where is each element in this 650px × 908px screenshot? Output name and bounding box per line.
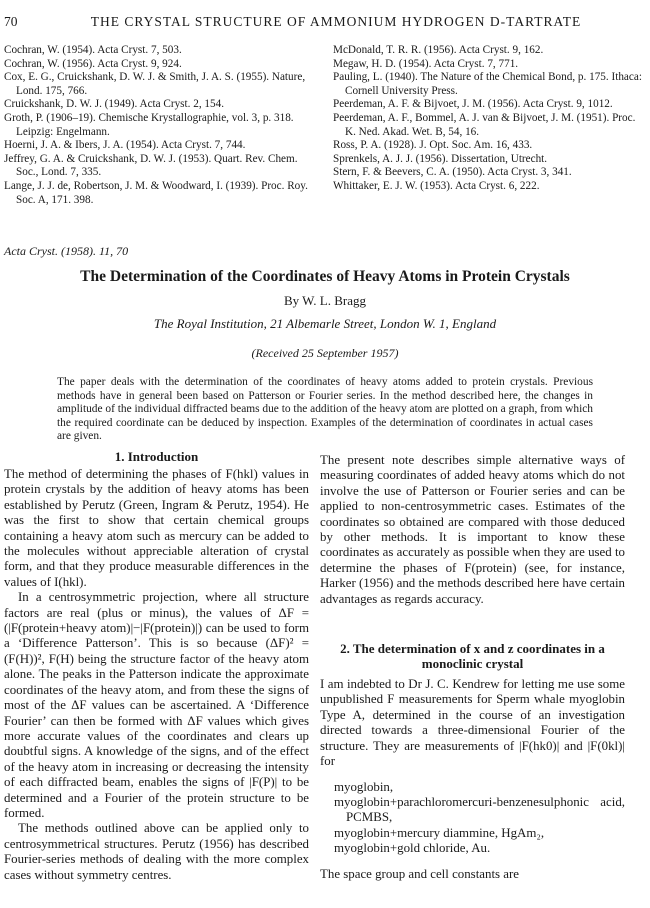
- paragraph: The methods outlined above can be applied only to centrosymmetrical structures. Perutz (1956) has described Fourier-series methods of dealing with the more complex cases without symmetry centres.: [4, 821, 309, 882]
- reference: Ross, P. A. (1928). J. Opt. Soc. Am. 16, 433.: [333, 139, 533, 152]
- reference: Peerdeman, A. F. & Bijvoet, J. M. (1956). Acta Cryst. 9, 1012.: [333, 98, 613, 111]
- reference: Megaw, H. D. (1954). Acta Cryst. 7, 771.: [333, 57, 519, 70]
- page-number: 70: [4, 14, 18, 29]
- reference: Groth, P. (1906–19). Chemische Krystallographie, vol. 3, p. 318. Leipzig: Engelmann.: [4, 111, 294, 138]
- reference: Lange, J. J. de, Robertson, J. M. & Woodward, I. (1939). Proc. Roy. Soc. A, 171. 398.: [4, 179, 308, 206]
- reference: Cochran, W. (1954). Acta Cryst. 7, 503.: [4, 44, 182, 56]
- abstract: The paper deals with the determination of the coordinates of heavy atoms added to protein crystals. Previous methods have in general been based on Patterson or Fourier series. In the method described here, the changes in amplitude of the individual diffracted beams due to the addition of the heavy atom are plotted on a graph, from which the required coordinate can be deduced by inspection. Examples of the determination of coordinates in actual cases are given.: [57, 376, 593, 443]
- section-heading: 2. The determination of x and z coordinates in a monoclinic crystal: [340, 641, 605, 672]
- list-item: myoglobin+mercury diammine, HgAm₂,: [334, 825, 545, 840]
- column-left: [4, 449, 309, 883]
- references-left: [4, 44, 316, 207]
- reference: Pauling, L. (1940). The Nature of the Chemical Bond, p. 175. Ithaca: Cornell University Press.: [333, 71, 642, 97]
- list-item: myoglobin,: [334, 779, 394, 794]
- reference: McDonald, T. R. R. (1956). Acta Cryst. 9, 162.: [333, 44, 544, 56]
- reference: Peerdeman, A. F., Bommel, A. J. van & Bijvoet, J. M. (1951). Proc. K. Ned. Akad. Wet. B, 54, 16.: [333, 111, 636, 138]
- reference: Cochran, W. (1956). Acta Cryst. 9, 924.: [4, 57, 182, 70]
- reference: Cox, E. G., Cruickshank, D. W. J. & Smith, J. A. S. (1955). Nature, Lond. 175, 766.: [4, 71, 306, 97]
- list-item: myoglobin+gold chloride, Au.: [334, 841, 491, 856]
- section-heading: 1. Introduction: [114, 449, 199, 464]
- author-line: By W. L. Bragg: [284, 293, 366, 308]
- references-right: [333, 44, 645, 194]
- affiliation: The Royal Institution, 21 Albemarle Street, London W. 1, England: [153, 316, 497, 331]
- paragraph: In a centrosymmetric projection, where all structure factors are real (plus or minus), the values of ΔF = (|F(protein+heavy atom)|−|F(protein)|) can be used to form a ‘Difference Patterson’. This is so because (ΔF)² = (F(H))², F(H) being the structure factor of the heavy atom alone. The peaks in the Patterson indicate the approximate coordinates of the heavy atom, and from these the signs of most of the ΔF values can be ascertained. A ‘Difference Fourier’ can then be formed with ΔF values which gives more accurate values of the coordinates and clears up doubtful signs. A knowledge of the signs, and of the effect of the heavy atom in increasing or decreasing the intensity of each diffracted beam, enables the signs of |F(P)| to be determined and a Fourier of the protein structure to be formed.: [4, 590, 309, 820]
- journal-citation: Acta Cryst. (1958). 11, 70: [4, 244, 129, 258]
- paragraph: The space group and cell constants are: [320, 866, 520, 881]
- received-date: (Received 25 September 1957): [251, 346, 399, 360]
- running-head: [4, 14, 638, 32]
- paragraph-continued: The present note describes simple alternative ways of measuring coordinates of added heavy atoms which do not involve the use of Patterson or Fourier series and can be applied to non-centrosymmetric cases. Estimates of the coordinates so obtained are compared with those deduced by other methods. It is important to know these coordinates as accurately as possible when they are used to determine the phases of F(protein) (see, for instance, Harker (1956) and the methods described here have certain advantages as regards accuracy.: [320, 453, 625, 606]
- reference: Whittaker, E. J. W. (1953). Acta Cryst. 6, 222.: [333, 179, 540, 192]
- list-item: myoglobin+parachloromercuri-benzenesulphonic acid, PCMBS,: [334, 794, 625, 825]
- paragraph: The method of determining the phases of F(hkl) values in protein crystals by the addition of heavy atoms has been established by Perutz (Green, Ingram & Perutz, 1954). He was the first to show that certain chemical groups containing a heavy atom such as mercury can be added to the molecules without appreciable alteration of crystal form, and that they produce measurable differences in the values of I(hkl).: [4, 467, 309, 589]
- reference: Cruickshank, D. W. J. (1949). Acta Cryst. 2, 154.: [4, 98, 225, 111]
- running-title: THE CRYSTAL STRUCTURE OF AMMONIUM HYDROGEN D-TARTRATE: [90, 14, 582, 29]
- reference: Hoerni, J. A. & Ibers, J. A. (1954). Acta Cryst. 7, 744.: [4, 139, 246, 152]
- sample-list: [320, 780, 625, 857]
- reference: Stern, F. & Beevers, C. A. (1950). Acta Cryst. 3, 341.: [333, 166, 572, 179]
- reference: Sprenkels, A. J. J. (1956). Dissertation, Utrecht.: [333, 152, 548, 165]
- paragraph: I am indebted to Dr J. C. Kendrew for letting me use some unpublished F measurements for Sperm whale myoglobin Type A, determined in the course of an investigation directed towards a three-dimensional Fourier of the structure. They are measurements of |F(hk0)| and |F(0kl)| for: [320, 677, 625, 769]
- article-title: The Determination of the Coordinates of Heavy Atoms in Protein Crystals: [80, 268, 570, 285]
- reference: Jeffrey, G. A. & Cruickshank, D. W. J. (1953). Quart. Rev. Chem. Soc., Lond. 7, 335.: [4, 152, 298, 179]
- column-right: [320, 453, 625, 882]
- continued-text-space: [320, 453, 625, 607]
